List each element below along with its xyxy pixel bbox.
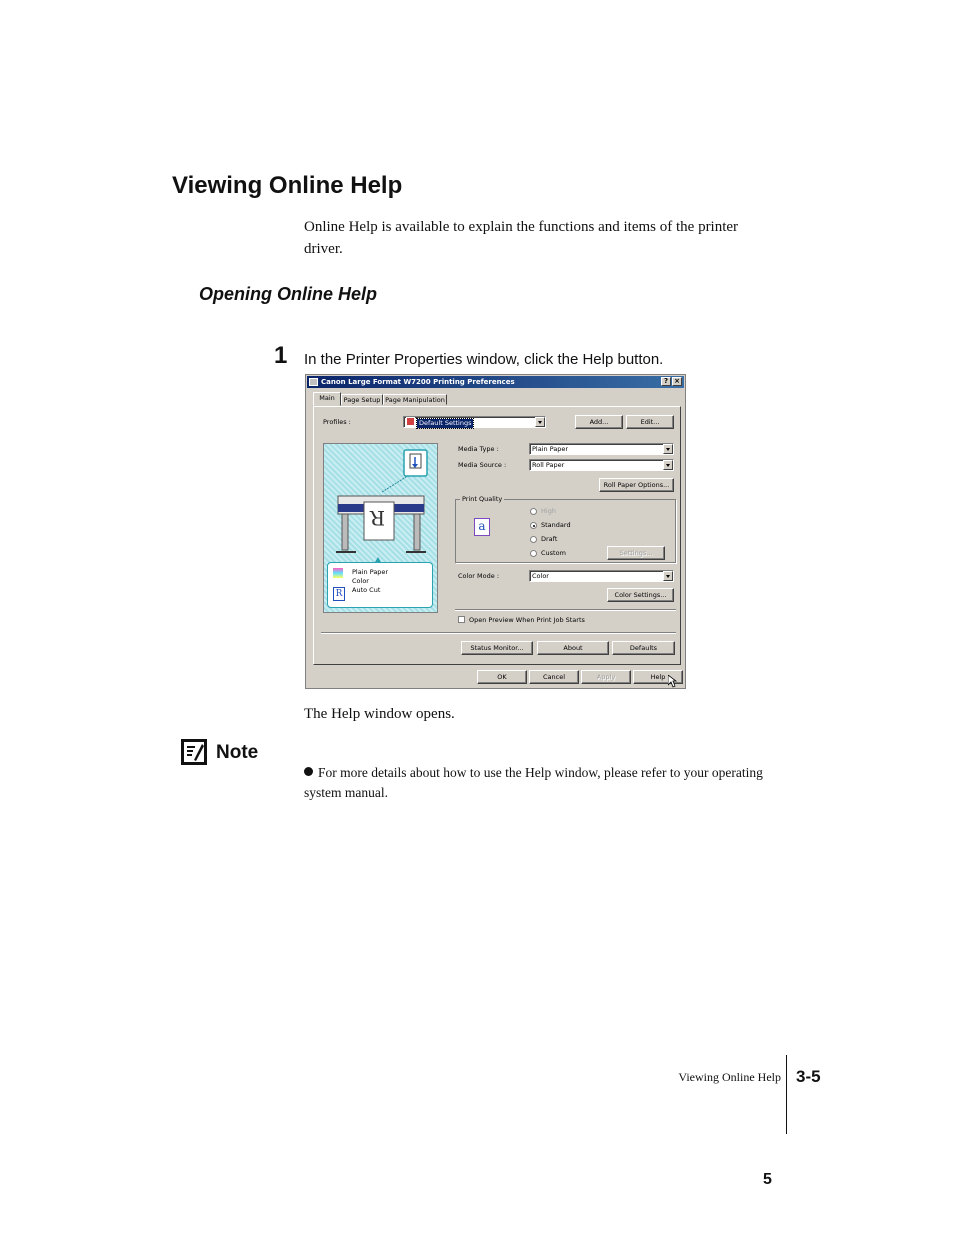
quality-settings-button[interactable]: Settings... bbox=[607, 546, 665, 560]
profiles-select[interactable]: Default Settings bbox=[403, 416, 546, 428]
print-quality-group bbox=[455, 495, 676, 563]
status-monitor-button[interactable]: Status Monitor... bbox=[461, 641, 533, 655]
color-mode-label: Color Mode : bbox=[458, 572, 500, 580]
footer-section-title: Viewing Online Help bbox=[678, 1070, 781, 1084]
step-result: The Help window opens. bbox=[304, 706, 455, 722]
note-icon bbox=[181, 739, 207, 765]
defaults-button[interactable]: Defaults bbox=[612, 641, 675, 655]
footer-divider bbox=[786, 1055, 787, 1134]
auto-cut-icon: R bbox=[333, 587, 345, 601]
print-quality-label: Print Quality bbox=[462, 495, 503, 503]
summary-media-type: Plain Paper bbox=[352, 568, 389, 576]
divider bbox=[455, 609, 676, 611]
close-icon[interactable]: × bbox=[672, 377, 682, 386]
open-preview-checkbox[interactable] bbox=[458, 616, 465, 623]
profiles-label: Profiles : bbox=[323, 418, 351, 426]
page-number: 5 bbox=[763, 1171, 772, 1188]
dialog-title: Canon Large Format W7200 Printing Preferences bbox=[321, 378, 515, 386]
tab-page-manipulation[interactable]: Page Manipulation bbox=[383, 394, 447, 405]
open-preview-label: Open Preview When Print Job Starts bbox=[469, 616, 585, 624]
section-subheading: Opening Online Help bbox=[199, 284, 378, 304]
radio-standard[interactable] bbox=[530, 522, 537, 529]
radio-custom-label: Custom bbox=[541, 549, 566, 557]
chevron-down-icon[interactable] bbox=[535, 417, 545, 427]
radio-draft-label: Draft bbox=[541, 535, 558, 543]
media-source-select[interactable]: Roll Paper bbox=[529, 459, 674, 471]
chevron-down-icon[interactable] bbox=[663, 571, 673, 581]
about-button[interactable]: About bbox=[537, 641, 609, 655]
note-bullet bbox=[304, 763, 794, 803]
radio-draft[interactable] bbox=[530, 536, 537, 543]
note-bullet-text: For more details about how to use the Help window, please refer to your operating system manual. bbox=[304, 765, 763, 800]
roll-paper-options-button[interactable]: Roll Paper Options... bbox=[599, 478, 674, 492]
dialog-titlebar bbox=[307, 376, 684, 388]
paper-color-icon bbox=[333, 568, 343, 578]
cancel-button[interactable]: Cancel bbox=[529, 670, 579, 684]
intro-paragraph: Online Help is available to explain the functions and items of the printer driver. bbox=[304, 219, 739, 257]
color-settings-button[interactable]: Color Settings... bbox=[607, 588, 674, 602]
printer-app-icon bbox=[309, 378, 318, 386]
printer-illustration bbox=[324, 444, 438, 564]
printing-preferences-dialog bbox=[305, 374, 686, 689]
add-button[interactable]: Add... bbox=[575, 415, 623, 429]
media-type-select[interactable]: Plain Paper bbox=[529, 443, 674, 455]
radio-high-label: High bbox=[541, 507, 556, 515]
media-source-label: Media Source : bbox=[458, 461, 507, 469]
footer-section-number: 3-5 bbox=[796, 1067, 821, 1086]
color-mode-select[interactable]: Color bbox=[529, 570, 674, 582]
settings-summary-box bbox=[327, 562, 433, 608]
radio-standard-label: Standard bbox=[541, 521, 571, 529]
ok-button[interactable]: OK bbox=[477, 670, 527, 684]
media-type-label: Media Type : bbox=[458, 445, 499, 453]
radio-high[interactable] bbox=[530, 508, 537, 515]
divider bbox=[321, 632, 676, 634]
main-tab-panel bbox=[313, 406, 681, 665]
print-quality-icon: a bbox=[474, 518, 490, 536]
radio-custom[interactable] bbox=[530, 550, 537, 557]
step-number: 1 bbox=[274, 342, 288, 369]
print-preview-panel bbox=[323, 443, 438, 613]
edit-button[interactable]: Edit... bbox=[626, 415, 674, 429]
paper-orientation-letter: R bbox=[370, 506, 386, 530]
apply-button[interactable]: Apply bbox=[581, 670, 631, 684]
summary-cut-mode: Auto Cut bbox=[352, 586, 381, 594]
bullet-icon bbox=[304, 767, 313, 776]
chevron-down-icon[interactable] bbox=[663, 460, 673, 470]
mouse-cursor-icon bbox=[668, 675, 677, 688]
summary-color-mode: Color bbox=[352, 577, 369, 585]
profile-icon bbox=[406, 417, 415, 426]
page-title: Viewing Online Help bbox=[172, 172, 403, 199]
help-titlebar-button[interactable]: ? bbox=[661, 377, 671, 386]
chevron-down-icon[interactable] bbox=[663, 444, 673, 454]
tab-page-setup[interactable]: Page Setup bbox=[341, 394, 383, 405]
help-button[interactable]: Help bbox=[633, 670, 683, 684]
tab-main[interactable]: Main bbox=[313, 392, 341, 406]
step-instruction: In the Printer Properties window, click the Help button. bbox=[304, 351, 664, 368]
note-label: Note bbox=[216, 742, 259, 763]
